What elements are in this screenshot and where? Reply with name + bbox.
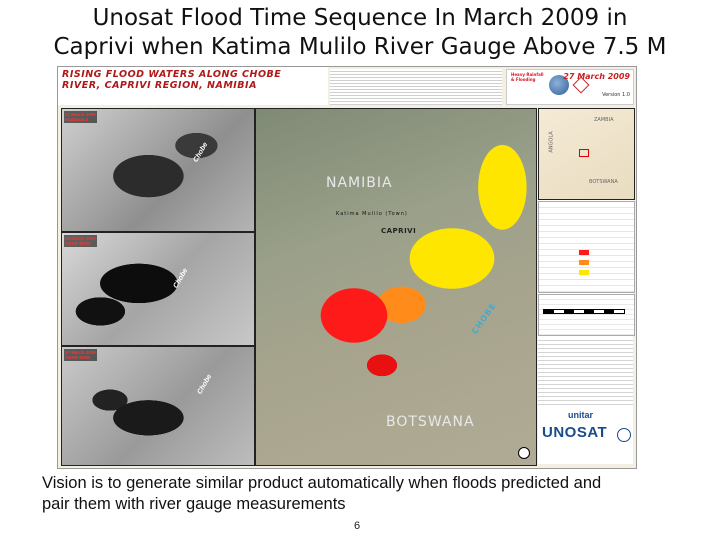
map-scale (538, 294, 635, 336)
scale-bar (543, 309, 625, 314)
panel-river-label: Chobe (192, 141, 210, 164)
map-label-namibia: NAMIBIA (326, 175, 393, 191)
unosat-logo: UNOSAT (542, 424, 608, 441)
inset-label-botswana: BOTSWANA (589, 179, 618, 185)
panel-river-label: Chobe (196, 373, 214, 396)
poster-version: Version 1.0 (602, 92, 630, 98)
hazard-label: Heavy Rainfall & Flooding (511, 72, 544, 82)
slide-title-line-2: Caprivi when Katima Mulilo River Gauge Above 7.5 M (53, 34, 667, 60)
main-flood-map (255, 108, 537, 466)
inset-label-zambia: ZAMBIA (594, 117, 614, 123)
panel-label: 22 March 2009 Radarsat-2 (65, 112, 96, 122)
satellite-panel-2 (61, 232, 255, 346)
satellite-panel-3 (61, 346, 255, 466)
map-legend (538, 201, 635, 293)
map-label-river: CHOBE (469, 301, 498, 336)
poster-date: 27 March 2009 (563, 72, 630, 81)
north-arrow-icon (518, 447, 530, 459)
map-label-botswana: BOTSWANA (386, 414, 475, 430)
inset-extent-box (579, 149, 589, 157)
panel-river-label: Chobe (172, 267, 190, 290)
page-number: 6 (354, 520, 361, 532)
satellite-panel-1 (61, 108, 255, 232)
poster-date-box (506, 69, 634, 105)
slide-caption (42, 473, 682, 515)
caption-line-1: Vision is to generate similar product automatically when floods predicted and (42, 474, 602, 492)
legend-swatch-early (579, 270, 589, 275)
legend-swatch-recent (579, 250, 589, 255)
poster-title: RISING FLOOD WATERS ALONG CHOBE RIVER, CAPRIVI REGION, NAMIBIA (62, 69, 282, 91)
map-label-caprivi: CAPRIVI (381, 227, 417, 235)
poster-logos (538, 408, 633, 464)
map-label-town: Katima Mulilo (Town) (336, 211, 408, 217)
inset-locator-map (538, 108, 635, 200)
slide-title-line-1: Unosat Flood Time Sequence In March 2009 in (92, 5, 628, 31)
caption-line-2: pair them with river gauge measurements (42, 495, 346, 513)
poster-header (58, 67, 328, 105)
unitar-logo: unitar (568, 410, 594, 420)
map-notes (538, 337, 633, 407)
poster-sidebar (538, 108, 633, 464)
panel-label: 09 March 2009 ASAR WSM (65, 236, 96, 246)
flood-map-poster (57, 66, 637, 469)
inset-label-angola: ANGOLA (548, 131, 555, 153)
poster-description-text (330, 69, 502, 105)
legend-swatch-mid (579, 260, 589, 265)
slide-title (0, 4, 720, 62)
panel-label: 17 March 2009 ASAR WSM (65, 350, 96, 360)
un-emblem-icon (617, 428, 631, 442)
